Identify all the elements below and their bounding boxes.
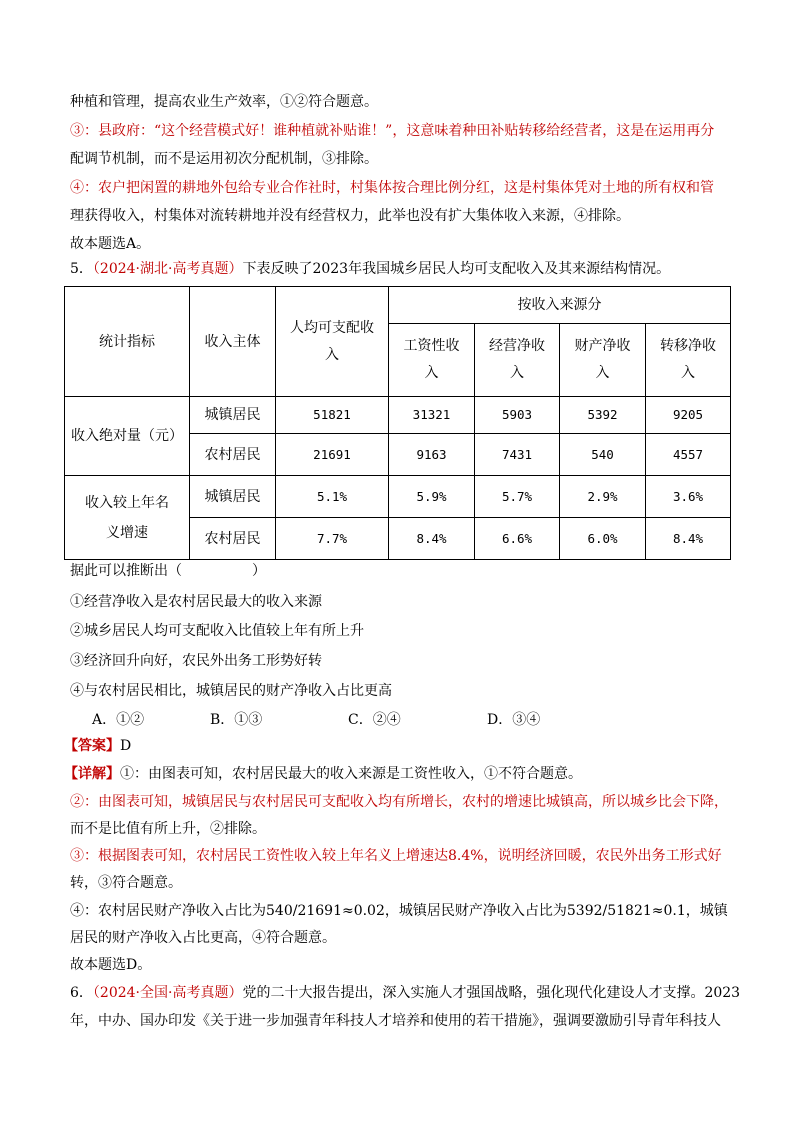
option-a: A．①② [92, 712, 145, 728]
cell-business: 5.7% [475, 476, 560, 518]
cell-transfer: 3.6% [646, 476, 731, 518]
option-b: B．①③ [210, 712, 263, 728]
detail-line [64, 764, 582, 784]
question-6-stem [70, 983, 740, 1003]
header-indicator: 统计指标 [65, 287, 190, 397]
detail-line: 转，③符合题意。 [70, 875, 182, 891]
cell-transfer: 8.4% [646, 518, 731, 560]
cell-subject: 农村居民 [190, 434, 276, 476]
cell-business: 7431 [475, 434, 560, 476]
question-text: 下表反映了2023年我国城乡居民人均可支配收入及其来源结构情况。 [242, 261, 671, 277]
detail-line: 而不是比值有所上升，②排除。 [70, 821, 266, 837]
question-prompt [70, 561, 266, 581]
analysis-line: ③：县政府：“这个经营模式好！谁种植就补贴谁！”，这意味着种田补贴转移给经营者，这是在运用再分 [70, 123, 715, 139]
detail-line: ②：由图表可知，城镇居民与农村居民可支配收入均有所增长，农村的增速比城镇高，所以城乡比会下降， [70, 794, 728, 810]
text-line: 种植和管理，提高农业生产效率，①②符合题意。 [70, 94, 378, 110]
group-label-absolute: 收入绝对量（元） [65, 397, 190, 476]
statement-item: ①经营净收入是农村居民最大的收入来源 [70, 594, 322, 610]
cell-wage: 9163 [389, 434, 475, 476]
cell-subject: 农村居民 [190, 518, 276, 560]
income-table [64, 286, 731, 560]
statement-item: ②城乡居民人均可支配收入比值较上年有所上升 [70, 623, 364, 639]
question-6-text: 年，中办、国办印发《关于进一步加强青年科技人才培养和使用的若干措施》，强调要激励引导青年科技人 [70, 1013, 721, 1029]
question-5-stem [70, 259, 670, 279]
conclusion-line: 故本题选A。 [70, 236, 151, 252]
analysis-line: 配调节机制，而不是运用初次分配机制，③排除。 [70, 151, 378, 167]
answer-label: 【答案】 [64, 738, 120, 754]
prompt-text: 据此可以推断出（ [70, 563, 182, 579]
cell-percapita: 7.7% [276, 518, 389, 560]
statement-item: ③经济回升向好，农民外出务工形势好转 [70, 653, 322, 669]
table-row [65, 397, 731, 434]
cell-property: 5392 [560, 397, 646, 434]
detail-line: ④：农村居民财产净收入占比为540/21691≈0.02，城镇居民财产净收入占比为5392/51821≈0.1，城镇 [70, 903, 728, 919]
table-row [65, 476, 731, 518]
cell-wage: 31321 [389, 397, 475, 434]
cell-percapita: 21691 [276, 434, 389, 476]
analysis-line: ④：农户把闲置的耕地外包给专业合作社时，村集体按合理比例分红，这是村集体凭对土地的所有权和管 [70, 180, 714, 196]
cell-transfer: 4557 [646, 434, 731, 476]
cell-property: 6.0% [560, 518, 646, 560]
question-source: （2024·全国·高考真题） [92, 985, 243, 1001]
cell-subject: 城镇居民 [190, 397, 276, 434]
cell-percapita: 5.1% [276, 476, 389, 518]
cell-property: 540 [560, 434, 646, 476]
analysis-line: 理获得收入，村集体对流转耕地并没有经营权力，此举也没有扩大集体收入来源，④排除。 [70, 208, 630, 224]
header-wage: 工资性收入 [389, 324, 475, 397]
cell-business: 5903 [475, 397, 560, 434]
cell-transfer: 9205 [646, 397, 731, 434]
header-property: 财产净收入 [560, 324, 646, 397]
cell-subject: 城镇居民 [190, 476, 276, 518]
question-source: （2024·湖北·高考真题） [92, 261, 243, 277]
cell-wage: 5.9% [389, 476, 475, 518]
cell-percapita: 51821 [276, 397, 389, 434]
detail-text: ①：由图表可知，农村居民最大的收入来源是工资性收入，①不符合题意。 [120, 766, 582, 782]
detail-label: 【详解】 [64, 766, 120, 782]
detail-line: ③：根据图表可知，农村居民工资性收入较上年名义上增速达8.4%，说明经济回暖，农民外出务工形式好 [70, 848, 722, 864]
header-by-source: 按收入来源分 [389, 287, 731, 324]
statement-item: ④与农村居民相比，城镇居民的财产净收入占比更高 [70, 683, 392, 699]
answer-line [64, 736, 131, 756]
question-number: 5． [70, 261, 93, 277]
conclusion-line: 故本题选D。 [70, 957, 152, 973]
cell-property: 2.9% [560, 476, 646, 518]
detail-line: 居民的财产净收入占比更高，④符合题意。 [70, 930, 336, 946]
cell-wage: 8.4% [389, 518, 475, 560]
answer-value: D [120, 738, 132, 754]
header-business: 经营净收入 [475, 324, 560, 397]
prompt-close: ） [252, 563, 266, 579]
question-number: 6． [70, 985, 93, 1001]
header-subject: 收入主体 [190, 287, 276, 397]
option-c: C．②④ [348, 712, 401, 728]
option-d: D．③④ [487, 712, 541, 728]
header-transfer: 转移净收入 [646, 324, 731, 397]
group-label-growth: 收入较上年名义增速 [65, 476, 190, 560]
cell-business: 6.6% [475, 518, 560, 560]
header-percapita: 人均可支配收入 [276, 287, 389, 397]
question-text: 党的二十大报告提出，深入实施人才强国战略，强化现代化建设人才支撑。2023 [242, 985, 741, 1001]
